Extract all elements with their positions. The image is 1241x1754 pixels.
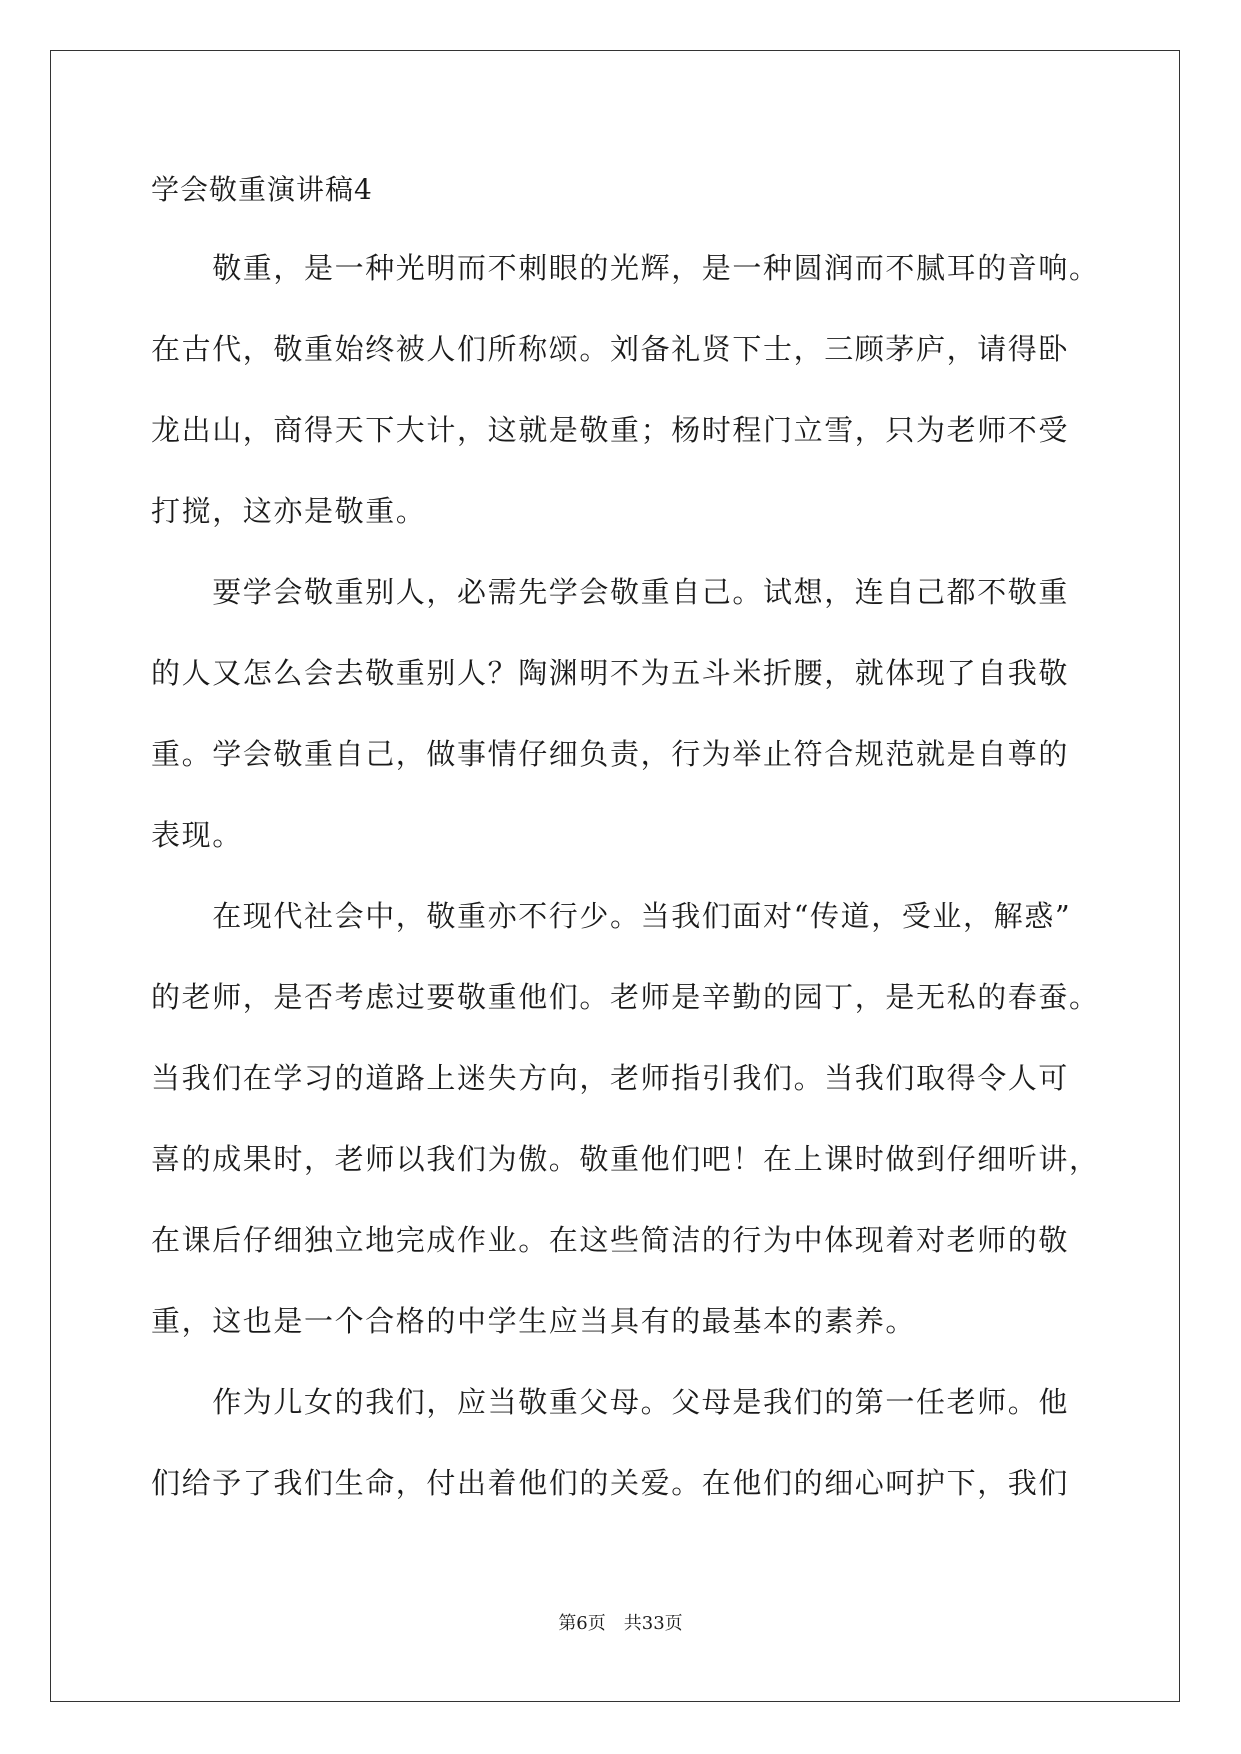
body-line-7: 重。学会敬重自己，做事情仔细负责，行为举止符合规范就是自尊的 — [151, 737, 1070, 771]
body-line-5: 要学会敬重别人，必需先学会敬重自己。试想，连自己都不敬重 — [151, 575, 1070, 609]
body-line-3: 龙出山，商得天下大计，这就是敬重；杨时程门立雪，只为老师不受 — [151, 413, 1070, 447]
page-total: 共33页 — [623, 1613, 683, 1634]
body-line-16: 们给予了我们生命，付出着他们的关爱。在他们的细心呵护下，我们 — [151, 1466, 1070, 1500]
body-line-10: 的老师，是否考虑过要敬重他们。老师是辛勤的园丁，是无私的春蚕。 — [151, 980, 1100, 1014]
page-border — [50, 50, 1180, 1702]
body-line-8: 表现。 — [151, 818, 243, 852]
document-title: 学会敬重演讲稿4 — [151, 173, 373, 206]
page-footer — [0, 1612, 1241, 1636]
body-line-15: 作为儿女的我们，应当敬重父母。父母是我们的第一任老师。他 — [151, 1385, 1070, 1419]
body-line-6: 的人又怎么会去敬重别人？陶渊明不为五斗米折腰，就体现了自我敬 — [151, 656, 1070, 690]
body-line-4: 打搅，这亦是敬重。 — [151, 494, 427, 528]
body-line-9: 在现代社会中，敬重亦不行少。当我们面对“传道，受业，解惑” — [151, 899, 1072, 933]
body-line-14: 重，这也是一个合格的中学生应当具有的最基本的素养。 — [151, 1304, 917, 1338]
body-line-11: 当我们在学习的道路上迷失方向，老师指引我们。当我们取得令人可 — [151, 1061, 1070, 1095]
body-line-12: 喜的成果时，老师以我们为傲。敬重他们吧！在上课时做到仔细听讲， — [151, 1142, 1100, 1176]
body-line-1: 敬重，是一种光明而不刺眼的光辉，是一种圆润而不腻耳的音响。 — [151, 251, 1100, 285]
page-number: 第6页 — [558, 1613, 606, 1634]
body-line-13: 在课后仔细独立地完成作业。在这些简洁的行为中体现着对老师的敬 — [151, 1223, 1070, 1257]
body-line-2: 在古代，敬重始终被人们所称颂。刘备礼贤下士，三顾茅庐，请得卧 — [151, 332, 1070, 366]
